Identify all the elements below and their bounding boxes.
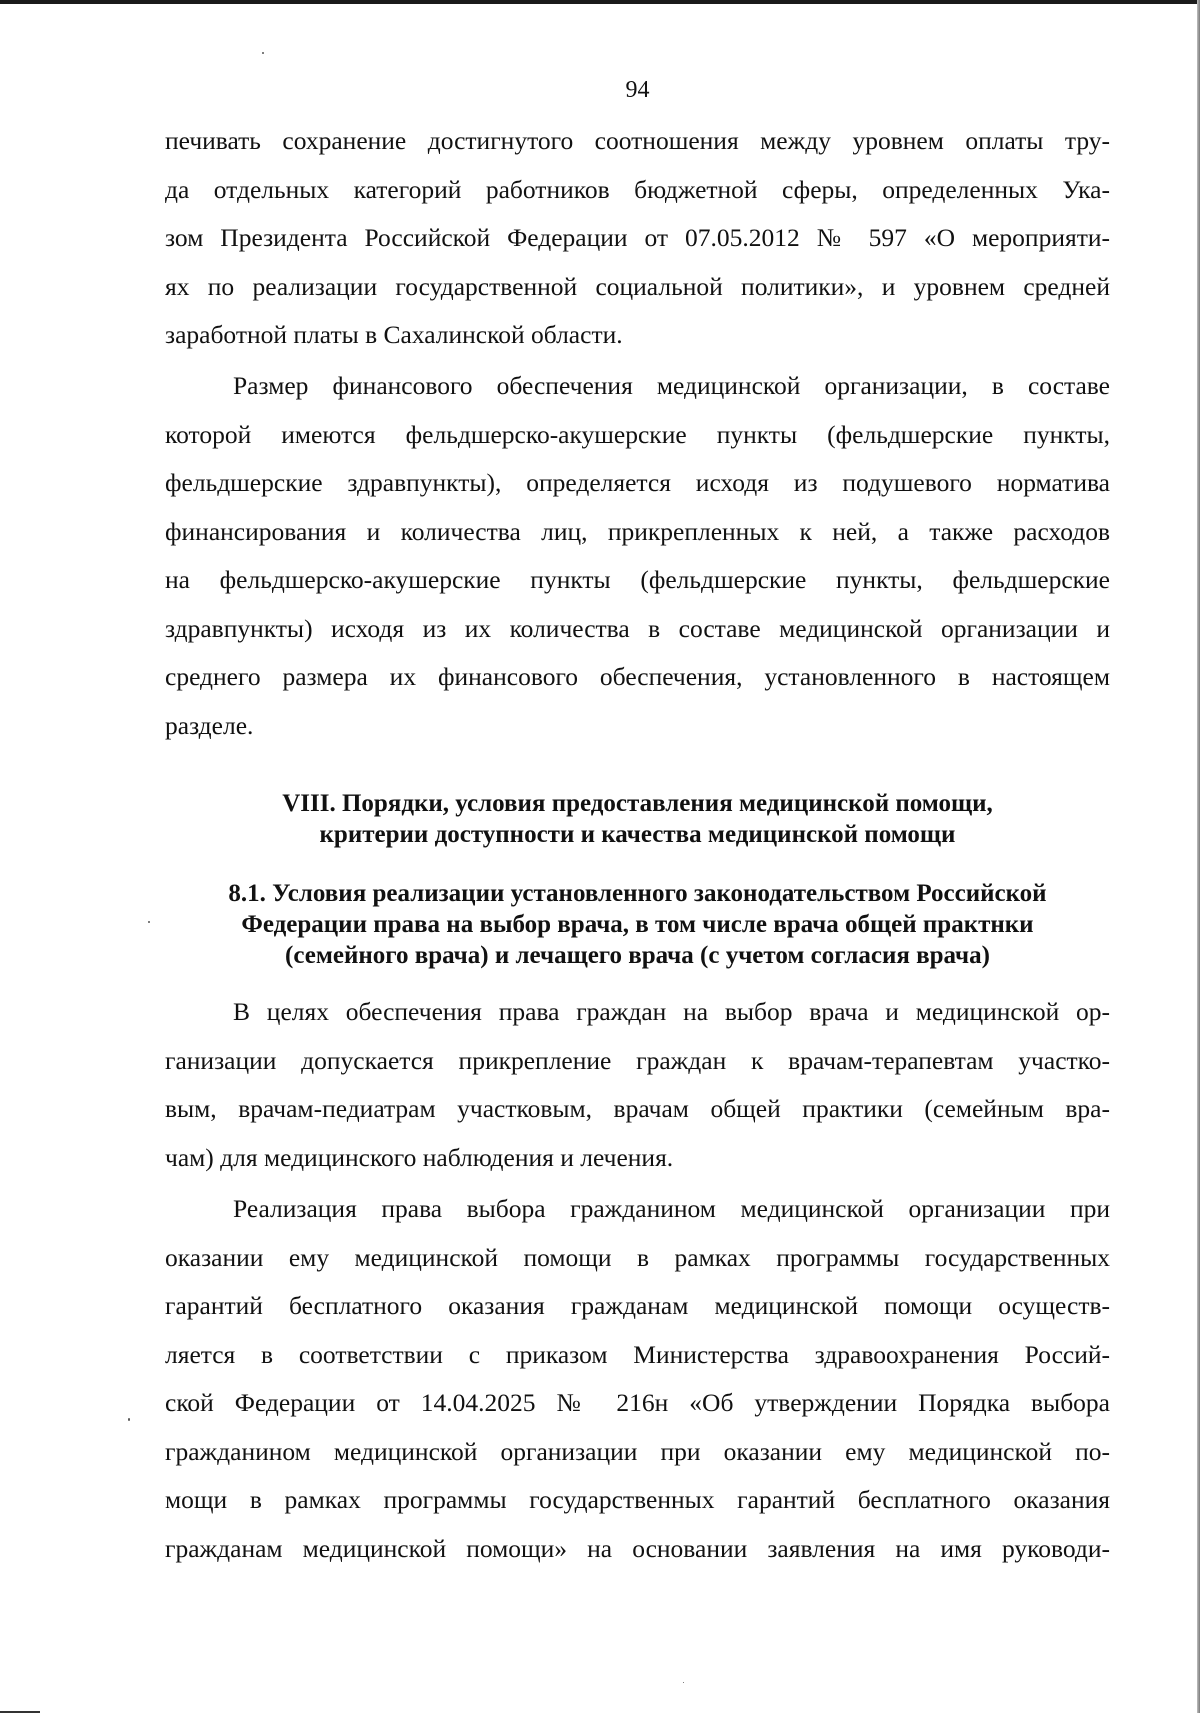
text-line: фельдшерские здравпункты), определяется исходя из подушевого норматива: [165, 468, 1110, 497]
text-line: гарантий бесплатного оказания гражданам медицинской помощи осуществ-: [165, 1291, 1110, 1320]
scan-speck: [128, 1418, 130, 1421]
page-number: 94: [625, 77, 650, 103]
scan-speck: [683, 1682, 684, 1683]
text-line: ганизации допускается прикрепление граждан к врачам-терапевтам участко-: [165, 1045, 1110, 1075]
text-line: В целях обеспечения права граждан на выбор врача и медицинской ор-: [233, 997, 1110, 1026]
text-line: разделе.: [165, 710, 254, 740]
section-heading: [165, 788, 1110, 850]
scan-speck: [148, 921, 150, 923]
text-line: оказании ему медицинской помощи в рамках программы государственных: [165, 1242, 1110, 1272]
text-line: Реализация права выбора гражданином медицинской организации при: [233, 1194, 1110, 1223]
text-line: чам) для медицинского наблюдения и лечения.: [165, 1142, 674, 1172]
scan-edge-top: [0, 0, 1200, 4]
text-line: зом Президента Российской Федерации от 07.05.2012 № 597 «О мероприяти-: [165, 223, 1110, 252]
paragraph-financing: [165, 362, 1110, 750]
heading-line: критерии доступности и качества медицинской помощи: [319, 821, 956, 848]
text-line: гражданином медицинской организации при оказании ему медицинской по-: [165, 1436, 1110, 1466]
text-line: ской Федерации от 14.04.2025 № 216н «Об утверждении Порядка выбора: [165, 1388, 1110, 1417]
paragraph-doctor-choice: [165, 988, 1110, 1182]
text-line: среднего размера их финансового обеспечения, установленного в настоящем: [165, 662, 1110, 691]
scan-speck: [262, 52, 264, 54]
text-line: гражданам медицинской помощи» на основании заявления на имя руководи-: [165, 1533, 1110, 1563]
text-line: ях по реализации государственной социальной политики», и уровнем средней: [165, 271, 1110, 301]
heading-line: 8.1. Условия реализации установленного законодательством Российской: [228, 880, 1047, 907]
text-line: вым, врачам-педиатрам участковым, врачам общей практики (семейным вра-: [165, 1094, 1110, 1123]
text-line: здравпункты) исходя из их количества в составе медицинской организации и: [165, 613, 1110, 643]
heading-line: VIII. Порядки, условия предоставления медицинской помощи,: [282, 790, 993, 817]
text-line: ляется в соответствии с приказом Министерства здравоохранения Россий-: [165, 1339, 1110, 1369]
text-line: Размер финансового обеспечения медицинской организации, в составе: [233, 371, 1110, 400]
text-line: заработной платы в Сахалинской области.: [165, 320, 623, 349]
text-line: мощи в рамках программы государственных гарантий бесплатного оказания: [165, 1485, 1110, 1514]
text-line: да отдельных категорий работников бюджетной сферы, определенных Ука-: [165, 174, 1110, 204]
paragraph-continuation: [165, 117, 1110, 360]
paragraph-organization-choice: [165, 1185, 1110, 1573]
heading-line: (семейного врача) и лечащего врача (с учетом согласия врача): [285, 942, 990, 969]
heading-line: Федерации права на выбор врача, в том числе врача общей практнки: [241, 911, 1034, 938]
text-line: печивать сохранение достигнутого соотношения между уровнем оплаты тру-: [165, 126, 1110, 155]
text-line: которой имеются фельдшерско-акушерские пункты (фельдшерские пункты,: [165, 419, 1110, 449]
text-line: на фельдшерско-акушерские пункты (фельдшерские пункты, фельдшерские: [165, 565, 1110, 594]
text-line: финансирования и количества лиц, прикрепленных к ней, а также расходов: [165, 516, 1110, 546]
subsection-heading: [165, 878, 1110, 971]
